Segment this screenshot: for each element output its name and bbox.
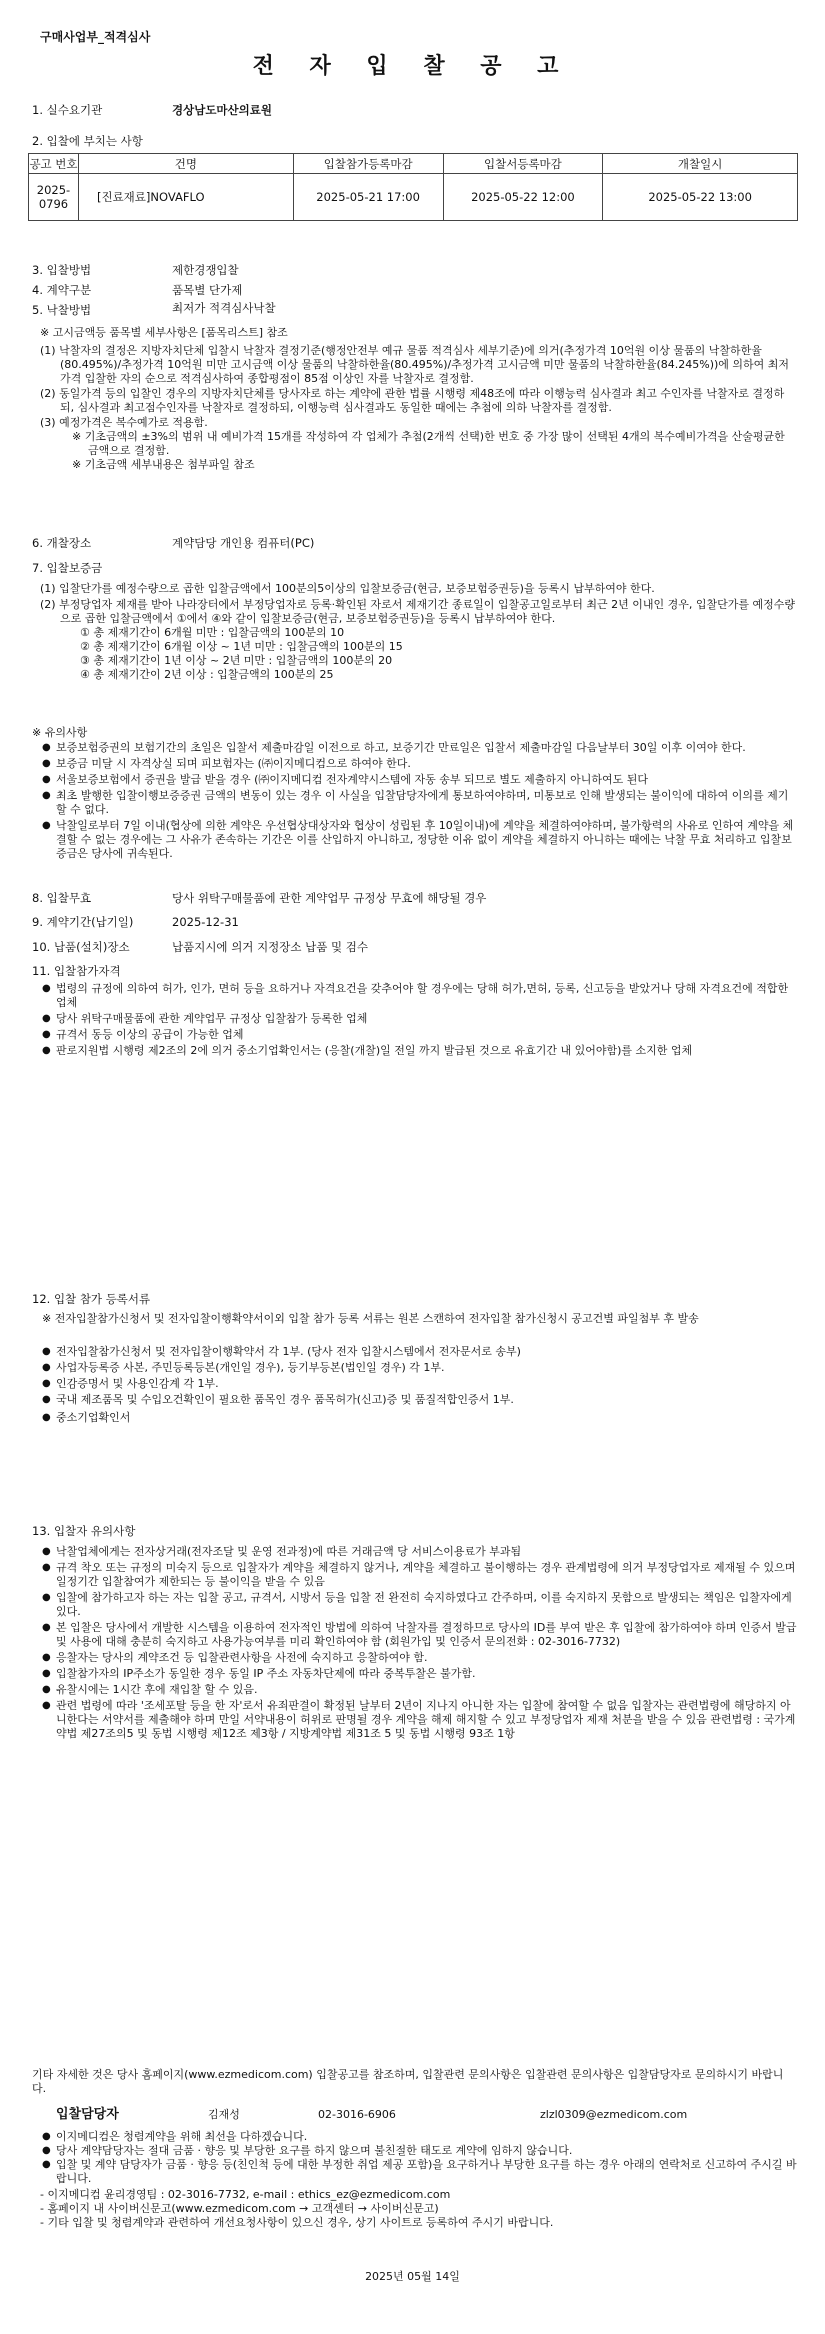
announcement-date: 2025년 05월 14일: [365, 2270, 460, 2283]
table-row: [29, 174, 798, 221]
s7-item-2: (2) 부정당업자 제재를 받아 나라장터에서 부정당업자로 등록·확인된 자로서 제재기간 종료일이 입찰공고일로부터 최근 2년 이내인 경우, 입찰단가를 예정수량으로 곱한 입찰금액에서 ①에서 ④와 같이 입찰보증금(현금, 보증보험증권등)을 등록시 납부하여야 한다.: [40, 598, 795, 625]
list-item: ● 입찰 및 계약 담당자가 금품 · 향응 등(친인척 등에 대한 부정한 취업 제공 포함)을 요구하거나 부당한 요구를 하는 경우 아래의 연락처로 신고하여 주시길 바랍니다.: [40, 2158, 798, 2186]
s8-value: 당사 위탁구매물품에 관한 계약업무 규정상 무효에 해당될 경우: [172, 891, 487, 905]
s13-label: 13. 입찰자 유의사항: [32, 1524, 136, 1538]
list-item: ● 낙찰일로부터 7일 이내(협상에 의한 계약은 우선협상대상자와 협상이 성립된 후 10일이내)에 계약을 체결하여야하며, 불가항력의 사유로 인하여 계약을 체결할 수 없는 경우에는 그 사유가 존속하는 기간은 이를 산입하지 아니하고, 정당한 이유 없이 계약을 체결하지 아니하는 때에는 낙찰 무효 처리하고 입찰보증금은 당사에 귀속된다.: [40, 819, 798, 861]
s5-item-3: (3) 예정가격은 복수예가로 적용함.: [40, 416, 208, 429]
list-item: ● 판로지원법 시행령 제2조의 2에 의거 중소기업확인서는 (응찰(개찰)일 전일 까지 발급된 것으로 유효기간 내 있어야함)를 소지한 업체: [40, 1044, 798, 1058]
list-item: ● 법령의 규정에 의하여 허가, 인가, 면허 등을 요하거나 자격요건을 갖추어야 할 경우에는 당해 허가,면허, 등록, 신고등을 받았거나 당해 자격요건에 적합한 업체: [40, 982, 798, 1010]
s7-caution-list: [40, 741, 798, 863]
col-header-submit-deadline: 입찰서등록마감: [443, 154, 603, 174]
s5-note: ※ 고시금액등 품목별 세부사항은 [품목리스트] 참조: [40, 326, 288, 339]
list-item: ● 사업자등록증 사본, 주민등록등본(개인일 경우), 등기부등본(법인일 경우) 각 1부.: [40, 1361, 798, 1375]
col-header-notice-no: 공고 번호: [29, 154, 79, 174]
list-item: ● 인감증명서 및 사용인감계 각 1부.: [40, 1377, 798, 1391]
footer-info: 기타 자세한 것은 당사 홈페이지(www.ezmedicom.com) 입찰공고를 참조하며, 입찰관련 문의사항은 입찰관련 문의사항은 입찰담당자로 문의하시기 바랍니다.: [32, 2068, 784, 2095]
col-header-reg-deadline: 입찰참가등록마감: [293, 154, 443, 174]
s5-items: [40, 344, 790, 472]
s8-label: 8. 입찰무효: [32, 891, 92, 905]
list-item: ● 전자입찰참가신청서 및 전자입찰이행확약서 각 1부. (당사 전자 입찰시스템에서 전자문서로 송부): [40, 1345, 798, 1359]
s7-items: [40, 582, 798, 682]
list-item: ● 당사 계약담당자는 절대 금품 · 향응 및 부당한 요구를 하지 않으며 불친절한 태도로 계약에 임하지 않습니다.: [40, 2144, 798, 2158]
s9-label: 9. 계약기간(납기일): [32, 915, 134, 929]
s6-label: 6. 개찰장소: [32, 536, 92, 550]
list-item: ● 당사 위탁구매물품에 관한 계약업무 규정상 입찰참가 등록한 업체: [40, 1012, 798, 1026]
cell-opening-date: 2025-05-22 13:00: [603, 174, 798, 221]
s7-label: 7. 입찰보증금: [32, 561, 103, 575]
list-item: ● 최초 발행한 입찰이행보증증권 금액의 변동이 있는 경우 이 사실을 입찰담당자에게 통보하여야하며, 미통보로 인해 발생되는 불이익에 대하여 이의를 제기할 수 없다.: [40, 789, 798, 817]
footer-notices: [40, 2130, 798, 2186]
improvement-request-line: - 기타 입찰 및 청렴계약과 관련하여 개선요청사항이 있으신 경우, 상기 사이트로 등록하여 주시기 바랍니다.: [40, 2216, 554, 2229]
col-header-item-name: 건명: [78, 154, 293, 174]
s1-value: 경상남도마산의료원: [172, 103, 272, 117]
list-item: ● 관련 법령에 따라 '조세포탈 등을 한 자'로서 유죄판결이 확정된 날부터 2년이 지나지 아니한 자는 입찰에 참여할 수 없음 입찰자는 관련법령에 해당하지 아니한다는 서약서를 제출해야 하며 만일 서약내용이 허위로 판명될 경우 계약을 해제 해지할 수 있고 부정당업자 제재 처분을 받을 수 있음 관련법령 : 국가계약법 제27조의5 및 동법 시행령 제12조 제3항 / 지방계약법 제31조 5 및 동법 시행령 93조 1항: [40, 1699, 798, 1741]
list-item: ● 입찰참가자의 IP주소가 동일한 경우 동일 IP 주소 자동차단제에 따라 중복투찰은 불가함.: [40, 1667, 798, 1681]
cell-submit-deadline: 2025-05-22 12:00: [443, 174, 603, 221]
list-item: ● 중소기업확인서: [40, 1411, 798, 1425]
s7-sub-1: ① 총 제재기간이 6개월 미만 : 입찰금액의 100분의 10: [80, 626, 345, 639]
contact-name: 김재성: [208, 2108, 240, 2121]
s13-list: [40, 1545, 798, 1743]
list-item: ● 서울보증보험에서 증권을 발급 받을 경우 (㈜이지메디컴 전자계약시스템에 자동 송부 되므로 별도 제출하지 아니하여도 된다: [40, 773, 798, 787]
s5-item-2: (2) 동일가격 등의 입찰인 경우의 지방자치단체를 당사자로 하는 계약에 관한 법률 시행령 제48조에 따라 이행능력 심사결과 최고 수인자를 낙찰자로 결정하되, 심사결과 최고점수인자를 낙찰자로 결정하되, 이행능력 심사결과도 동일한 때에는 추첨에 의하 낙찰자를 결정함.: [40, 387, 785, 414]
s7-caution-label: ※ 유의사항: [32, 726, 88, 739]
s5-subnote-2: ※ 기초금액 세부내용은 첨부파일 참조: [72, 458, 255, 471]
s11-label: 11. 입찰참가자격: [32, 964, 121, 978]
cell-item-name: [진료재료]NOVAFLO: [78, 174, 293, 221]
s5-item-1: (1) 낙찰자의 결정은 지방자치단체 입찰시 낙찰자 결정기준(행정안전부 예규 물품 적격심사 세부기준)에 의거(추정가격 10억원 이상 물품의 낙찰하한율(80.495%)/추정가격 10억원 미만 고시금액 이상 물품의 낙찰하한율(80.495%)/추정가격 고시금액 미만 물품의 낙찰하한율(84.245%))에 의하여 최저가격 입찰한 자의 순으로 적격심사하여 종합평점이 85점 이상인 자를 낙찰자로 결정함.: [40, 344, 790, 385]
list-item: ● 보증금 미달 시 자격상실 되며 피보험자는 (㈜이지메디컴으로 하여야 한다.: [40, 757, 798, 771]
list-item: ● 이지메디컴은 청렴계약을 위해 최선을 다하겠습니다.: [40, 2130, 798, 2144]
cyber-petition-line: - 홈페이지 내 사이버신문고(www.ezmedicom.com → 고객센터 → 사이버신문고): [40, 2202, 439, 2215]
s1-label: 1. 실수요기관: [32, 103, 103, 117]
s7-sub-4: ④ 총 제재기간이 2년 이상 : 입찰금액의 100분의 25: [80, 668, 334, 681]
s12-note: ※ 전자입찰참가신청서 및 전자입찰이행확약서이외 입찰 참가 등록 서류는 원본 스캔하여 전자입찰 참가신청시 공고건별 파일첨부 후 발송: [42, 1312, 699, 1325]
contact-phone: 02-3016-6906: [318, 2108, 396, 2121]
s10-value: 납품지시에 의거 지정장소 납품 및 검수: [172, 940, 369, 954]
s7-item-1: (1) 입찰단가를 예정수량으로 곱한 입찰금액에서 100분의5이상의 입찰보증금(현금, 보증보험증권등)을 등록시 납부하여야 한다.: [40, 582, 655, 595]
bid-items-table: [28, 153, 798, 221]
s12-label: 12. 입찰 참가 등록서류: [32, 1292, 151, 1306]
table-header-row: [29, 154, 798, 174]
cell-reg-deadline: 2025-05-21 17:00: [293, 174, 443, 221]
s4-value: 품목별 단가제: [172, 283, 243, 297]
s9-value: 2025-12-31: [172, 915, 239, 929]
s11-list: [40, 982, 798, 1060]
s10-label: 10. 납품(설치)장소: [32, 940, 130, 954]
s5-label: 5. 낙찰방법: [32, 303, 92, 317]
list-item: ● 입찰에 참가하고자 하는 자는 입찰 공고, 규격서, 시방서 등을 입찰 전 완전히 숙지하였다고 간주하며, 이를 숙지하지 못함으로 발생되는 책임은 입찰자에게 있다.: [40, 1591, 798, 1619]
contact-email[interactable]: zlzl0309@ezmedicom.com: [540, 2108, 688, 2121]
list-item: ● 보증보험증권의 보험기간의 초일은 입찰서 제출마감일 이전으로 하고, 보증기간 만료일은 입찰서 제출마감일 다음날부터 30일 이후 이여야 한다.: [40, 741, 798, 755]
list-item: ● 유찰시에는 1시간 후에 재입찰 할 수 있음.: [40, 1683, 798, 1697]
list-item: ● 규격 착오 또는 규정의 미숙지 등으로 입찰자가 계약을 체결하지 않거나, 계약을 체결하고 불이행하는 경우 관계법령에 의거 부정당업자로 제재될 수 있으며 일정기간 입찰참여가 제한되는 등 불이익을 받을 수 있음: [40, 1561, 798, 1589]
page-title: 전 자 입 찰 공 고: [252, 54, 573, 79]
s6-value: 계약담당 개인용 컴퓨터(PC): [172, 536, 315, 550]
s3-value: 제한경쟁입찰: [172, 263, 239, 277]
cell-notice-no: 2025-0796: [29, 174, 79, 221]
col-header-opening-date: 개찰일시: [603, 154, 798, 174]
s12-list: [40, 1345, 798, 1427]
s7-sub-2: ② 총 제재기간이 6개월 이상 ~ 1년 미만 : 입찰금액의 100분의 15: [80, 640, 403, 653]
s5-subnote-1: ※ 기초금액의 ±3%의 범위 내 예비가격 15개를 작성하여 각 업체가 추첨(2개씩 선택)한 번호 중 가장 많이 선택된 4개의 복수예비가격을 산술평균한 금액으로 결정함.: [72, 430, 785, 457]
s7-sub-3: ③ 총 제재기간이 1년 이상 ~ 2년 미만 : 입찰금액의 100분의 20: [80, 654, 393, 667]
list-item: ● 규격서 동등 이상의 공급이 가능한 업체: [40, 1028, 798, 1042]
ethics-team-line: - 이지메디컴 윤리경영팀 : 02-3016-7732, e-mail : ethics_ez@ezmedicom.com: [40, 2188, 451, 2201]
list-item: ● 응찰자는 당사의 계약조건 등 입찰관련사항을 사전에 숙지하고 응찰하여야 함.: [40, 1651, 798, 1665]
s2-label: 2. 입찰에 부치는 사항: [32, 134, 143, 148]
contact-label: 입찰담당자: [56, 2107, 119, 2122]
s5-value: 최저가 적격심사낙찰: [172, 301, 276, 315]
s4-label: 4. 계약구분: [32, 283, 92, 297]
list-item: ● 낙찰업체에게는 전자상거래(전자조달 및 운영 전과정)에 따른 거래금액 당 서비스이용료가 부과됨: [40, 1545, 798, 1559]
list-item: ● 본 입찰은 당사에서 개발한 시스템을 이용하여 전자적인 방법에 의하여 낙찰자를 결정하므로 당사의 ID를 부여 받은 후 입찰에 참가하여야 하며 인증서 발급 및 사용에 대해 충분히 숙지하고 사용가능여부를 미리 확인하여야 함 (회원가입 및 인증서 문의전화 : 02-3016-7732): [40, 1621, 798, 1649]
s3-label: 3. 입찰방법: [32, 263, 92, 277]
list-item: ● 국내 제조품목 및 수입오건확인이 필요한 품목인 경우 품목허가(신고)증 및 품질적합인증서 1부.: [40, 1393, 798, 1407]
department-label: 구매사업부_적격심사: [40, 30, 151, 44]
footer-contact-lines: [40, 2188, 798, 2230]
